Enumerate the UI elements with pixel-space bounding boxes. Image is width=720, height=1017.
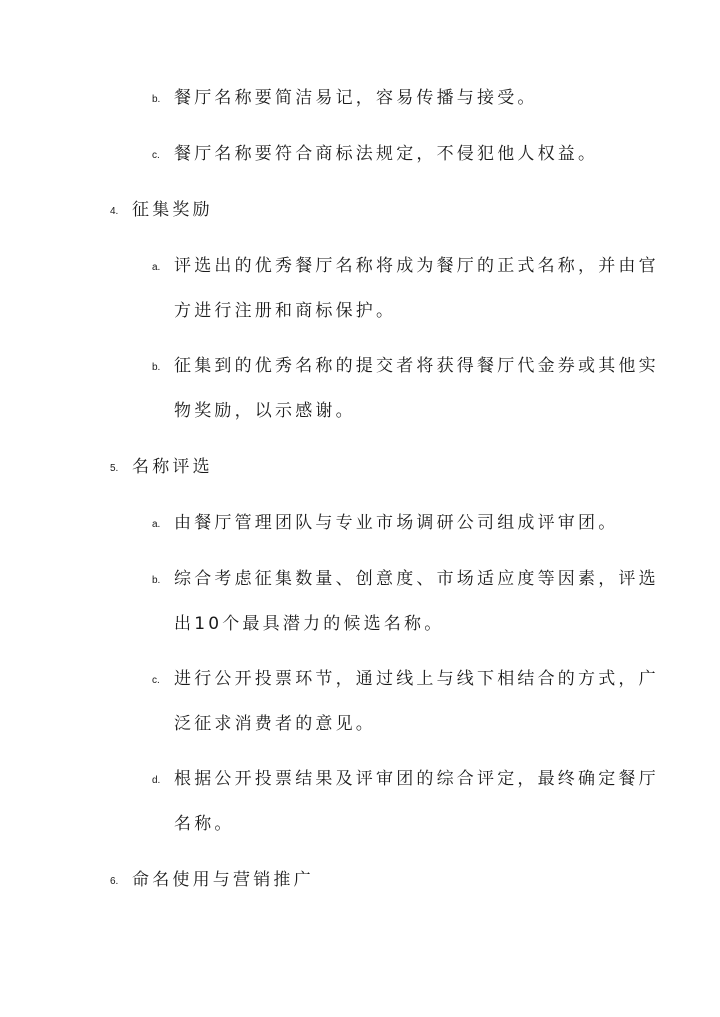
list-marker: d. xyxy=(152,775,161,786)
section-heading: 征集奖励 xyxy=(132,200,213,220)
list-marker: b. xyxy=(152,94,161,105)
list-item-continuation: 名称。 xyxy=(174,814,235,834)
list-item-text: 餐厅名称要简洁易记，容易传播与接受。 xyxy=(174,88,538,108)
section-number: 6. xyxy=(110,876,119,887)
list-item-text: 由餐厅管理团队与专业市场调研公司组成评审团。 xyxy=(174,513,619,533)
list-marker: b. xyxy=(152,362,161,373)
list-item-text: 餐厅名称要符合商标法规定，不侵犯他人权益。 xyxy=(174,144,599,164)
list-item-continuation: 方进行注册和商标保护。 xyxy=(174,301,397,321)
list-item-text: 评选出的优秀餐厅名称将成为餐厅的正式名称，并由官 xyxy=(174,256,659,276)
list-item-text: 进行公开投票环节，通过线上与线下相结合的方式，广 xyxy=(174,669,659,689)
list-marker: a. xyxy=(152,262,161,273)
section-heading: 名称评选 xyxy=(132,457,213,477)
list-item-continuation: 出10个最具潜力的候选名称。 xyxy=(174,614,445,634)
list-marker: c. xyxy=(152,150,160,161)
list-marker: c. xyxy=(152,675,160,686)
section-number: 5. xyxy=(110,463,119,474)
section-heading: 命名使用与营销推广 xyxy=(132,870,314,890)
list-item-continuation: 泛征求消费者的意见。 xyxy=(174,714,376,734)
list-marker: b. xyxy=(152,575,161,586)
list-item-text: 根据公开投票结果及评审团的综合评定，最终确定餐厅 xyxy=(174,769,659,789)
section-number: 4. xyxy=(110,206,119,217)
list-item-continuation: 物奖励，以示感谢。 xyxy=(174,401,356,421)
list-item-text: 征集到的优秀名称的提交者将获得餐厅代金券或其他实 xyxy=(174,356,659,376)
list-item-text: 综合考虑征集数量、创意度、市场适应度等因素，评选 xyxy=(174,569,659,589)
list-marker: a. xyxy=(152,519,161,530)
